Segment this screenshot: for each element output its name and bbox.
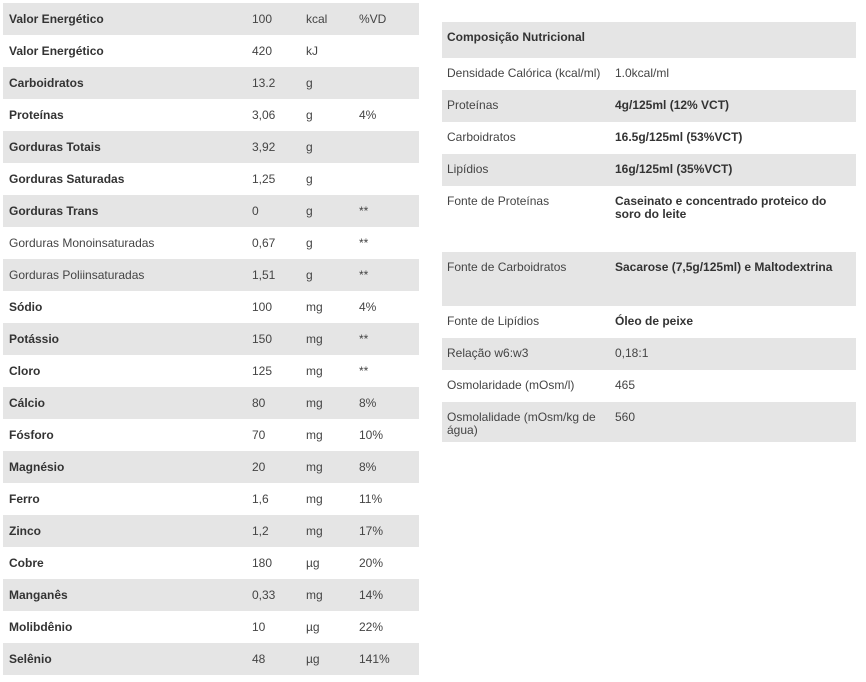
nutrient-value: 180 [252,556,273,570]
nutrient-daily-value [353,163,419,195]
composition-row [442,22,856,58]
nutrient-value: 100 [246,3,300,35]
nutrient-value: 13.2 [246,67,300,99]
nutrient-value: 80 [246,387,300,419]
nutrient-daily-value: 14% [353,579,419,611]
nutrient-value: 48 [246,643,300,675]
nutrient-name: Carboidratos [3,67,246,99]
nutrient-row [3,131,419,163]
nutrient-unit: mg [300,451,353,483]
nutrition-facts-body [3,3,419,675]
nutrient-unit: g [300,259,353,291]
nutrient-daily-value: 141% [353,643,419,675]
nutrient-daily-value: 4% [359,108,377,122]
nutrient-row [3,67,419,99]
nutritional-composition-body [442,22,856,442]
composition-row [442,122,856,154]
nutrient-row [3,35,419,67]
composition-value: 465 [615,378,636,392]
composition-row [442,402,856,442]
nutrient-daily-value: 20% [359,556,384,570]
nutrient-daily-value: 17% [353,515,419,547]
nutrient-daily-value: %VD [353,3,419,35]
nutrient-value: 0 [246,195,300,227]
nutrient-row [3,515,419,547]
nutrient-value: 100 [252,300,273,314]
nutrient-row [3,355,419,387]
nutrient-unit: g [300,131,353,163]
nutrient-unit: mg [300,579,353,611]
nutrient-value: 1,51 [246,259,300,291]
nutrient-daily-value: ** [353,259,419,291]
composition-value: 0,18:1 [610,338,856,370]
nutrient-name: Magnésio [3,451,246,483]
nutrient-row [3,195,419,227]
composition-label: Lipídios [442,154,610,186]
nutrient-value: 150 [246,323,300,355]
nutrient-value: 420 [252,44,273,58]
nutrient-value: 1,25 [252,172,276,186]
nutrient-daily-value: ** [353,323,419,355]
nutrient-daily-value: 8% [353,451,419,483]
nutrient-name: Sódio [9,300,43,314]
nutrient-unit: g [300,67,353,99]
composition-row [442,370,856,402]
composition-value: Caseinato e concentrado proteico do soro do leite [615,194,827,221]
nutrient-name: Gorduras Trans [3,195,246,227]
nutrient-unit: mg [306,428,323,442]
nutrient-daily-value [353,35,419,67]
nutrient-row [3,323,419,355]
nutrient-name: Gorduras Monoinsaturadas [9,236,155,250]
composition-label: Fonte de Lipídios [447,314,540,328]
composition-label: Proteínas [442,90,610,122]
composition-label: Relação w6:w3 [442,338,610,370]
nutrient-name: Potássio [3,323,246,355]
nutrient-row [3,163,419,195]
composition-row [442,58,856,90]
nutrient-name: Cloro [9,364,41,378]
composition-value: 16g/125ml (35%VCT) [610,154,856,186]
nutrient-name: Zinco [3,515,246,547]
nutrient-row [3,579,419,611]
nutrient-daily-value [353,131,419,163]
nutrient-unit: mg [306,492,323,506]
nutrient-value: 3,92 [246,131,300,163]
composition-label: Fonte de Proteínas [447,194,550,208]
nutrient-name: Fósforo [9,428,54,442]
nutrient-name: Gorduras Totais [3,131,246,163]
nutrient-value: 3,06 [252,108,276,122]
nutrient-unit: g [300,195,353,227]
nutrient-unit: mg [306,300,323,314]
nutrient-daily-value: 8% [353,387,419,419]
composition-label: Carboidratos [447,130,516,144]
nutrient-daily-value: 4% [359,300,377,314]
nutrient-row [3,99,419,131]
nutrient-row [3,611,419,643]
nutrient-value: 0,67 [252,236,276,250]
nutrient-value: 125 [252,364,273,378]
nutrient-daily-value: ** [359,364,369,378]
nutrient-row [3,419,419,451]
nutrient-name: Cálcio [3,387,246,419]
nutrient-row [3,227,419,259]
nutrient-value: 70 [252,428,266,442]
nutrient-name: Selênio [3,643,246,675]
nutrient-name: Molibdênio [9,620,73,634]
nutrition-facts-table [3,3,419,675]
nutrient-name: Manganês [3,579,246,611]
nutrient-unit: mg [300,323,353,355]
nutrient-daily-value: 10% [359,428,384,442]
composition-label: Composição Nutricional [442,22,610,58]
nutrient-value: 20 [246,451,300,483]
composition-row [442,306,856,338]
nutritional-composition-table [442,22,856,442]
composition-row [442,154,856,186]
nutrient-name: Proteínas [9,108,64,122]
nutrient-unit: g [306,108,313,122]
nutrient-value: 1,2 [246,515,300,547]
nutrient-daily-value: ** [359,236,369,250]
nutrient-unit: µg [300,643,353,675]
composition-row [442,186,856,252]
composition-label: Densidade Calórica (kcal/ml) [447,66,601,80]
composition-value: Óleo de peixe [615,314,694,328]
nutrient-row [3,387,419,419]
nutrient-row [3,259,419,291]
nutrient-unit: g [306,172,313,186]
nutrient-row [3,547,419,579]
nutrient-daily-value: 11% [359,492,383,506]
nutrient-name: Gorduras Saturadas [9,172,125,186]
nutrient-unit: µg [306,556,320,570]
nutrient-unit: µg [306,620,320,634]
nutrient-value: 0,33 [246,579,300,611]
nutrient-unit: kcal [300,3,353,35]
nutrient-unit: g [306,236,313,250]
composition-value: 560 [610,402,856,442]
nutrient-name: Valor Energético [9,44,104,58]
nutrient-row [3,3,419,35]
composition-value: 4g/125ml (12% VCT) [610,90,856,122]
nutrient-unit: mg [300,515,353,547]
nutrient-daily-value: ** [353,195,419,227]
composition-label: Fonte de Carboidratos [442,252,610,306]
composition-row [442,338,856,370]
composition-value: Sacarose (7,5g/125ml) e Maltodextrina [610,252,856,306]
nutrient-row [3,291,419,323]
nutrient-value: 10 [252,620,266,634]
nutrient-row [3,451,419,483]
nutrient-value: 1,6 [252,492,269,506]
composition-value: 16.5g/125ml (53%VCT) [615,130,743,144]
nutrient-unit: kJ [306,44,318,58]
nutrient-name: Cobre [9,556,44,570]
nutrient-name: Valor Energético [3,3,246,35]
nutrient-unit: mg [306,364,323,378]
composition-value [610,22,856,58]
nutrient-daily-value [353,67,419,99]
nutrient-row [3,643,419,675]
composition-row [442,90,856,122]
composition-label: Osmolaridade (mOsm/l) [447,378,575,392]
nutrient-name: Gorduras Poliinsaturadas [3,259,246,291]
composition-label: Osmolalidade (mOsm/kg de água) [442,402,610,442]
nutrient-unit: mg [300,387,353,419]
composition-value: 1.0kcal/ml [615,66,670,80]
nutrient-row [3,483,419,515]
composition-row [442,252,856,306]
nutrient-daily-value: 22% [359,620,384,634]
nutrient-name: Ferro [9,492,40,506]
